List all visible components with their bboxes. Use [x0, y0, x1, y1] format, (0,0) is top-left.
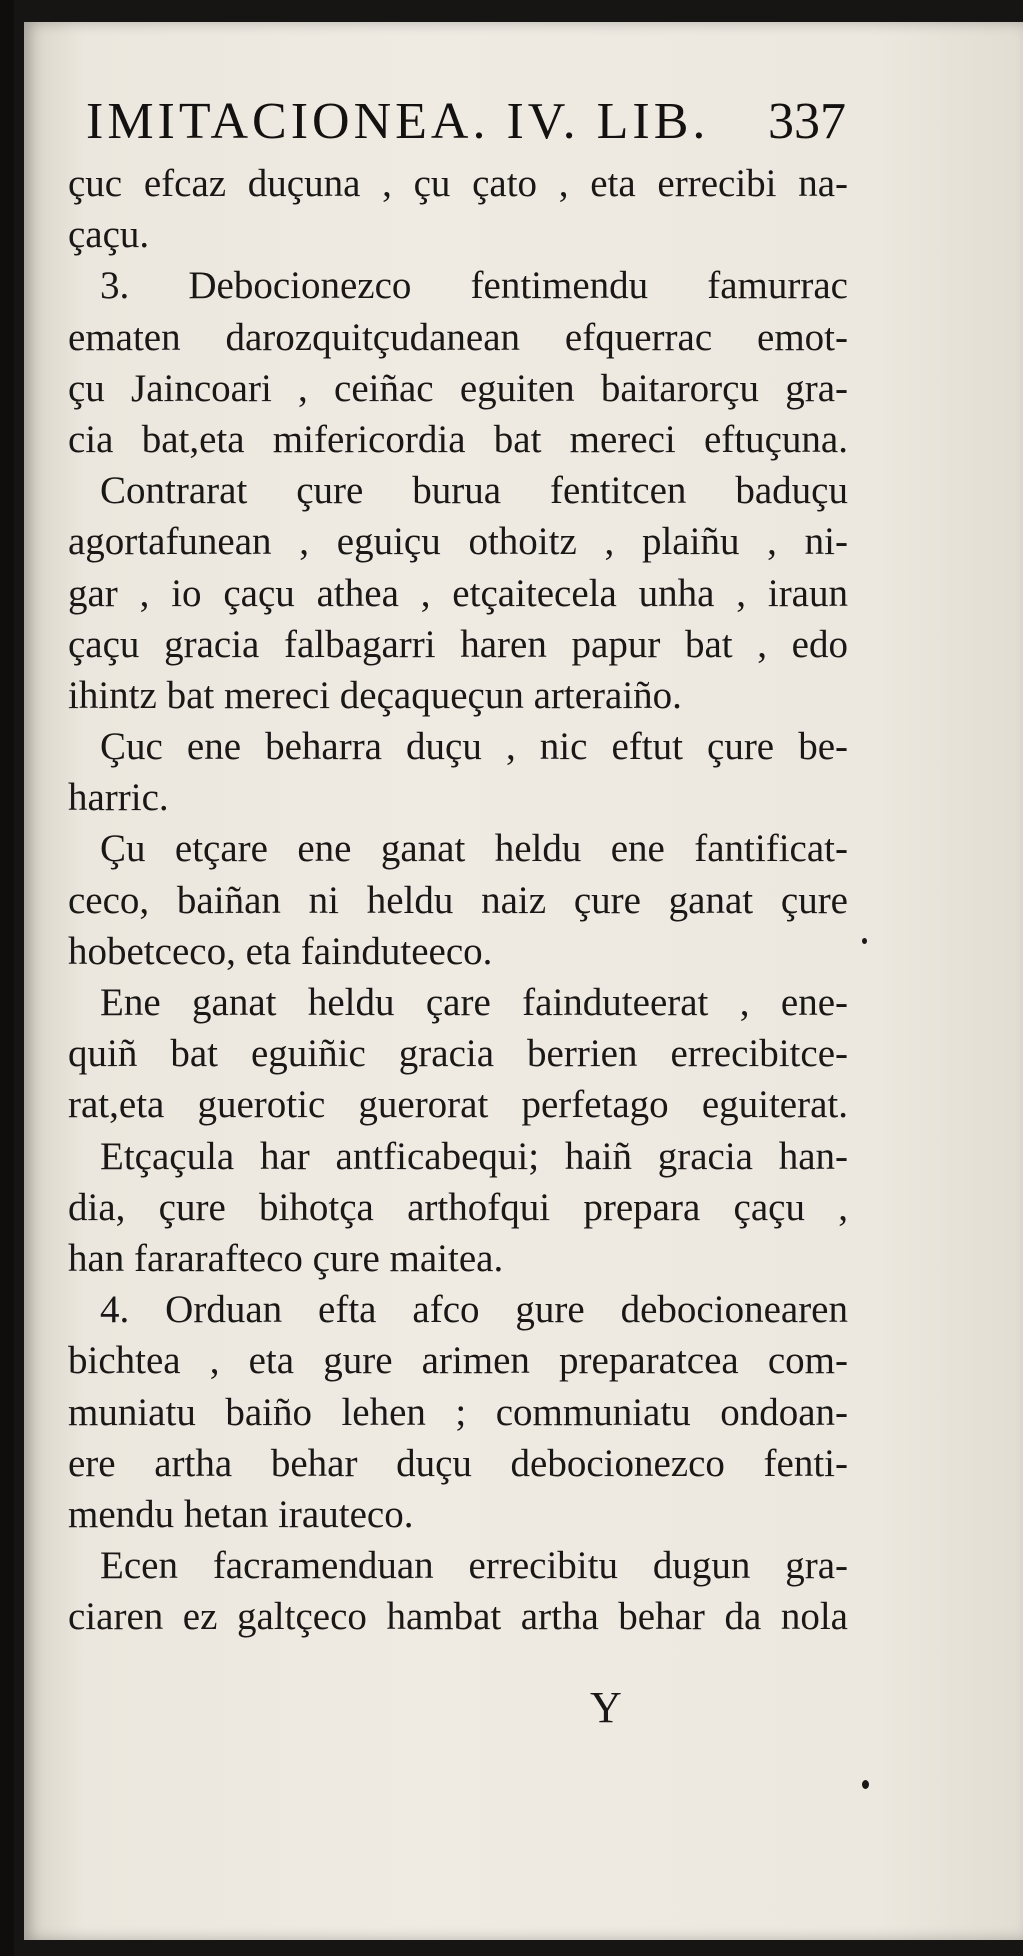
- page-number: 337: [768, 93, 846, 150]
- ink-speck: [862, 1780, 869, 1789]
- text-line: gar , io çaçu athea , etçaitecela unha , iraun: [68, 571, 848, 615]
- text-line: muniatu baiño lehen ; communiatu ondoan-: [68, 1390, 848, 1434]
- signature-mark: Y: [590, 1683, 622, 1732]
- text-line: çuc efcaz duçuna , çu çato , eta errecibi na-: [68, 162, 848, 205]
- text-line: Ene ganat heldu çare fainduteerat , ene-: [100, 981, 848, 1024]
- text-line: çaçu gracia falbagarri haren papur bat , edo: [68, 622, 848, 666]
- text-line: dia, çure bihotça arthofqui prepara çaçu ,: [68, 1185, 848, 1229]
- text-line: çaçu.: [68, 213, 150, 257]
- text-line: Çu etçare ene ganat heldu ene fantificat-: [100, 827, 848, 871]
- text-line: quiñ bat eguiñic gracia berrien errecibitce-: [68, 1032, 848, 1076]
- text-line: ere artha behar duçu debocionezco fenti-: [68, 1441, 848, 1485]
- body-text: [68, 158, 848, 1642]
- text-line: Ecen facramenduan errecibitu dugun gra-: [100, 1544, 848, 1588]
- text-line: rat,eta guerotic guerorat perfetago eguiterat.: [68, 1083, 848, 1127]
- text-line: ihintz bat mereci deçaqueçun arteraiño.: [68, 673, 682, 717]
- running-head: [86, 92, 846, 162]
- text-line: harric.: [68, 776, 169, 820]
- text-line: ciaren ez galtçeco hambat artha behar da nola: [68, 1595, 848, 1639]
- text-line: mendu hetan irauteco.: [68, 1492, 414, 1536]
- text-line: Contrarat çure burua fentitcen baduçu: [100, 469, 848, 513]
- text-line: ematen darozquitçudanean efquerrac emot-: [68, 315, 848, 359]
- text-line: ceco, baiñan ni heldu naiz çure ganat çure: [68, 878, 848, 922]
- text-line: Etçaçula har antficabequi; haiñ gracia han-: [100, 1134, 848, 1178]
- text-line: han fararafteco çure maitea.: [68, 1236, 504, 1280]
- ink-speck: [862, 938, 867, 944]
- text-line: cia bat,eta mifericordia bat mereci eftuçuna.: [68, 417, 848, 461]
- text-line: Çuc ene beharra duçu , nic eftut çure be-: [100, 725, 848, 769]
- running-head-title: IMITACIONEA. IV. LIB.: [86, 93, 710, 150]
- text-line: çu Jaincoari , ceiñac eguiten baitarorçu gra-: [68, 366, 848, 410]
- text-line: hobetceco, eta fainduteeco.: [68, 929, 493, 973]
- text-line: 3. Debocionezco fentimendu famurrac: [100, 264, 848, 308]
- text-line: bichtea , eta gure arimen preparatcea com-: [68, 1339, 848, 1383]
- text-line: 4. Orduan efta afco gure debocionearen: [100, 1288, 848, 1332]
- text-line: agortafunean , eguiçu othoitz , plaiñu , ni-: [68, 520, 848, 564]
- book-gutter: [0, 0, 14, 1956]
